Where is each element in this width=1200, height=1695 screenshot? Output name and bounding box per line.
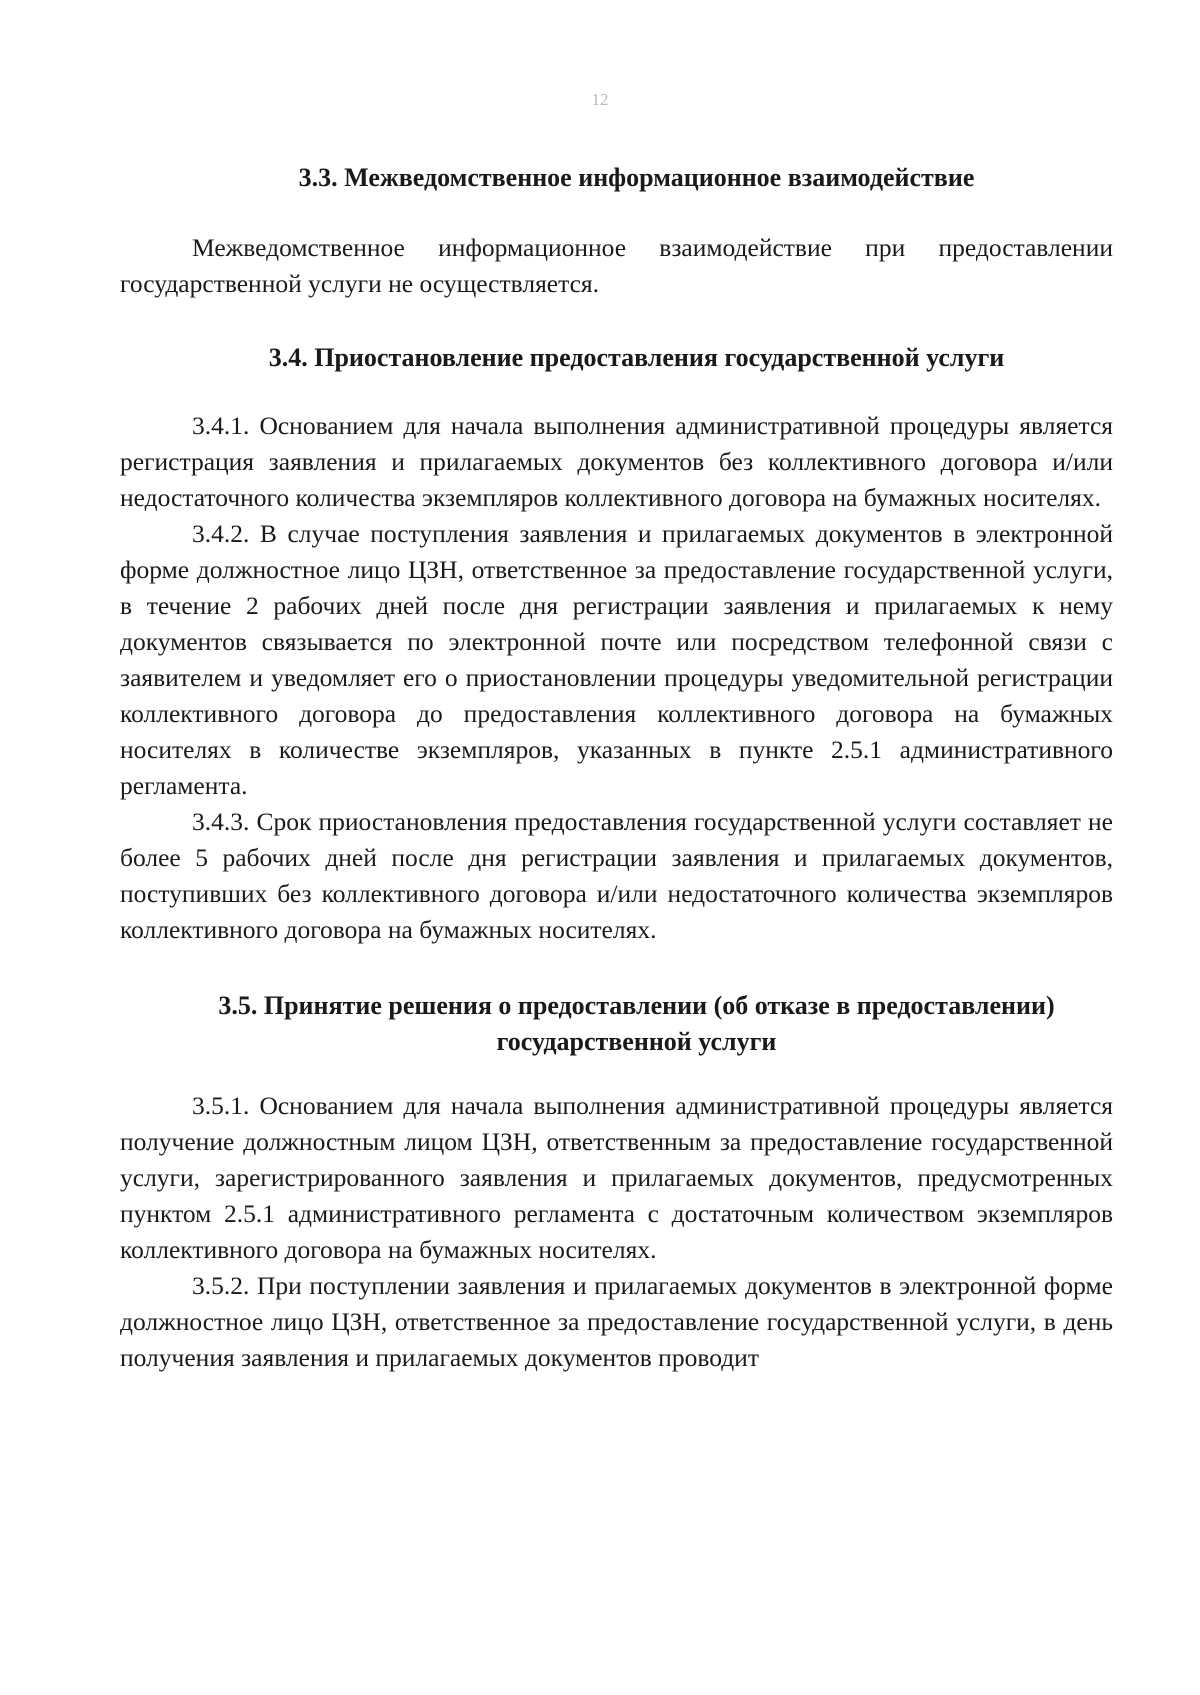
paragraph-3-4-2: 3.4.2. В случае поступления заявления и прилагаемых документов в электронной форме должностное лицо ЦЗН, ответственное за предоставление государственной услуги, в течение 2 рабочих дней после дня регистрации заявления и прилагаемых к нему документов связывается по электронной почте или посредством телефонной связи с заявителем и уведомляет его о приостановлении процедуры уведомительной регистрации коллективного договора до предоставления коллективного договора на бумажных носителях в количестве экземпляров, указанных в пункте 2.5.1 административного регламента.	[120, 519, 1113, 800]
document-body	[120, 160, 1113, 1376]
paragraph-3-5-2: 3.5.2. При поступлении заявления и прилагаемых документов в электронной форме должностное лицо ЦЗН, ответственное за предоставление государственной услуги, в день получения заявления и прилагаемых документов проводит	[120, 1271, 1113, 1372]
section-heading-3-5-line1: 3.5. Принятие решения о предоставлении (об отказе в предоставлении)	[218, 991, 1055, 1020]
section-heading-3-4: 3.4. Приостановление предоставления государственной услуги	[268, 343, 1005, 372]
paragraph-3-4-1: 3.4.1. Основанием для начала выполнения административной процедуры является регистрация заявления и прилагаемых документов без коллективного договора и/или недостаточного количества экземпляров коллективного договора на бумажных носителях.	[120, 411, 1113, 512]
paragraph-3-5-1: 3.5.1. Основанием для начала выполнения административной процедуры является получение должностным лицом ЦЗН, ответственным за предоставление государственной услуги, зарегистрированного заявления и прилагаемых документов, предусмотренных пунктом 2.5.1 административного регламента с достаточным количеством экземпляров коллективного договора на бумажных носителях.	[120, 1091, 1113, 1264]
paragraph-3-4-3: 3.4.3. Срок приостановления предоставления государственной услуги составляет не более 5 рабочих дней после дня регистрации заявления и прилагаемых документов, поступивших без коллективного договора и/или недостаточного количества экземпляров коллективного договора на бумажных носителях.	[120, 807, 1113, 944]
section-heading-3-3: 3.3. Межведомственное информационное взаимодействие	[298, 163, 975, 192]
paragraph-3-3: Межведомственное информационное взаимодействие при предоставлении государственной услуги не осуществляется.	[120, 233, 1113, 298]
section-heading-3-5-line2: государственной услуги	[496, 1027, 777, 1056]
section-heading-3-5	[120, 988, 1113, 1060]
page-number: 12	[591, 90, 609, 109]
